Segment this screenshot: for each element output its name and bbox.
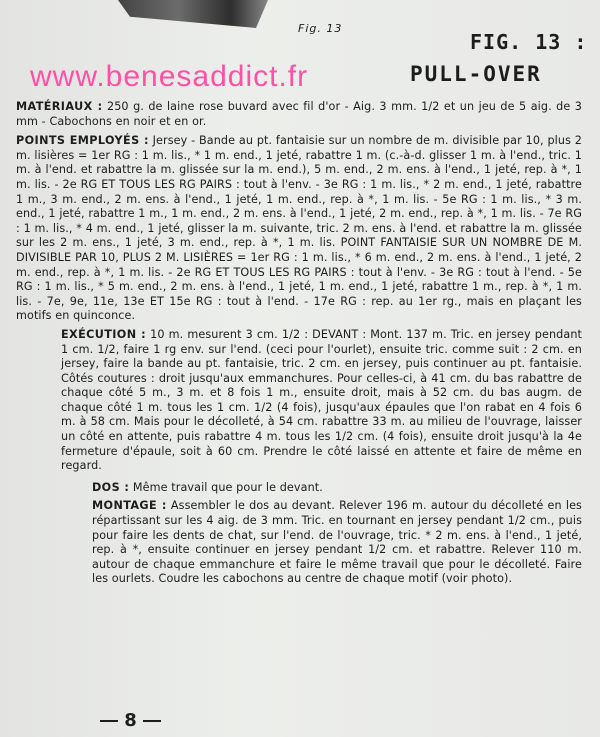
back-heading: DOS : [92, 480, 130, 494]
stitches-text: Jersey - Bande au pt. fantaisie sur un nombre de m. divisible par 10, plus 2 m. lisières = 1er RG : 1 m. lis., * 1 m. end., 1 jeté, rabattre 1 m. (c.-à-d. glisser 1 m. à l'end., tric. 1 m. à l'end. et rabattre la m. glissée sur la m. end.), 5 m. end., 2 m. ens. à l'end., 1 jeté, rep. à *, 1 m. lis. - 2e RG ET TOUS LES RG PAIRS : tout à l'env. - 3e RG : 1 m. lis., * 2 m. end., 1 jeté, rabattre 1 m., 3 m. end., 2 m. ens. à l'end., 1 jeté, 1 m. end., rep. à *, 1 m. lis. - 5e RG : 1 m. lis., * 3 m. end., 1 jeté, rabattre 1 m., 1 m. end., 2 m. ens. à l'end., 1 jeté, 2 m. end., rep. à *, 1 m. lis. - 7e RG : 1 m. lis., * 4 m. end., 1 jeté, glisser la m. suivante, tric. 2 m. ens. à l'end. et rabattre la m. glissée sur les 2 m. ens., 1 jeté, 3 m. end., rep. à *, 1 m. lis. POINT FANTAISIE SUR UN NOMBRE DE M. DIVISIBLE PAR 10, PLUS 2 M. LISIÈRES = 1er RG : 1 m. lis., * 6 m. end., 2 m. ens. à l'end., 1 jeté, 2 m. end., rep. à *, 1 m. lis. - 2e RG ET TOUS LES RG PAIRS : tout à l'env. - 3e RG : tout à l'end. - 5e RG : 1 m. lis., * 5 m. end., 2 m. ens. à l'end., 1 jeté, 1 m. end., 1 jeté, rabattre 1 m., rep. à *, 1 m. lis. - 7e, 9e, 11e, 13e ET 15e RG : tout à l'end. - 17e RG : rep. au 1er rg., mais en plaçant les motifs en quinconce. [16, 134, 582, 323]
stitches-heading: POINTS EMPLOYÉS : [16, 134, 149, 148]
back-paragraph [16, 481, 582, 496]
execution-text: 10 m. mesurent 3 cm. 1/2 : DEVANT : Mont. 137 m. Tric. en jersey pendant 1 cm. 1/2, faire 1 rg env. sur l'end. (ceci pour l'ourlet), ensuite tric. comme suit : 2 cm. en jersey, faire la bande au pt. fantaisie, tric. 2 cm. en jersey, puis continuer au pt. fantaisie. Côtés coutures : droit jusqu'aux emmanchures. Pour celles-ci, à 41 cm. du bas rabattre de chaque côté 5 m., 3 m. et 8 fois 1 m., ensuite droit, mais à 52 cm. du bas augm. de chaque côté 1 m. tous les 1 cm. 1/2 (4 fois), jusqu'aux épaules que l'on rabat en 4 fois 6 m. à 58 cm. Mais pour le décolleté, à 54 cm. rabattre 33 m. au milieu de l'ouvrage, laisser un côté en attente, puis rabattre 4 m. tous les 1/2 cm. (4 fois), ensuite droit jusqu'à la 4e fermeture d'épaule, soit à 60 cm. Prendre le côté laissé en attente et faire de même en regard. [61, 327, 582, 473]
footer-dash-right [143, 720, 161, 722]
page-footer [100, 710, 161, 731]
photo-fragment [118, 0, 268, 28]
figure-title: FIG. 13 : [470, 30, 588, 54]
figure-caption: Fig. 13 [298, 22, 343, 35]
execution-paragraph [16, 328, 582, 474]
assembly-heading: MONTAGE : [92, 499, 167, 513]
assembly-text: Assembler le dos au devant. Relever 196 m. autour du décolleté en les répartissant sur les 4 aig. de 3 mm. Tric. en tournant en jersey pendant 1/2 cm., puis pour faire les dents de chat, sur l'end. de l'ouvrage, tric. * 2 m. ens. à l'end., 1 jeté, rep. à *, ensuite continuer en jersey pendant 1/2 cm. et rabattre. Relever 110 m. autour de chaque emmanchure et faire le même travail que pour le décolleté. Faire les ourlets. Coudre les cabochons au centre de chaque motif (voir photo). [92, 499, 582, 586]
materials-text: 250 g. de laine rose buvard avec fil d'or - Aig. 3 mm. 1/2 et un jeu de 5 aig. de 3 mm - Cabochons en noir et en or. [16, 100, 582, 128]
page-number: 8 [124, 710, 137, 731]
footer-dash-left [100, 720, 118, 722]
figure-subtitle: PULL-OVER [410, 62, 542, 86]
materials-paragraph [16, 100, 582, 129]
watermark-url: www.benesaddict.fr [30, 60, 309, 93]
back-text: Même travail que pour le devant. [129, 480, 323, 494]
pattern-instructions [16, 100, 582, 587]
materials-heading: MATÉRIAUX : [16, 100, 103, 113]
execution-heading: EXÉCUTION : [61, 327, 147, 341]
assembly-paragraph [16, 499, 582, 587]
stitches-paragraph [16, 134, 582, 324]
